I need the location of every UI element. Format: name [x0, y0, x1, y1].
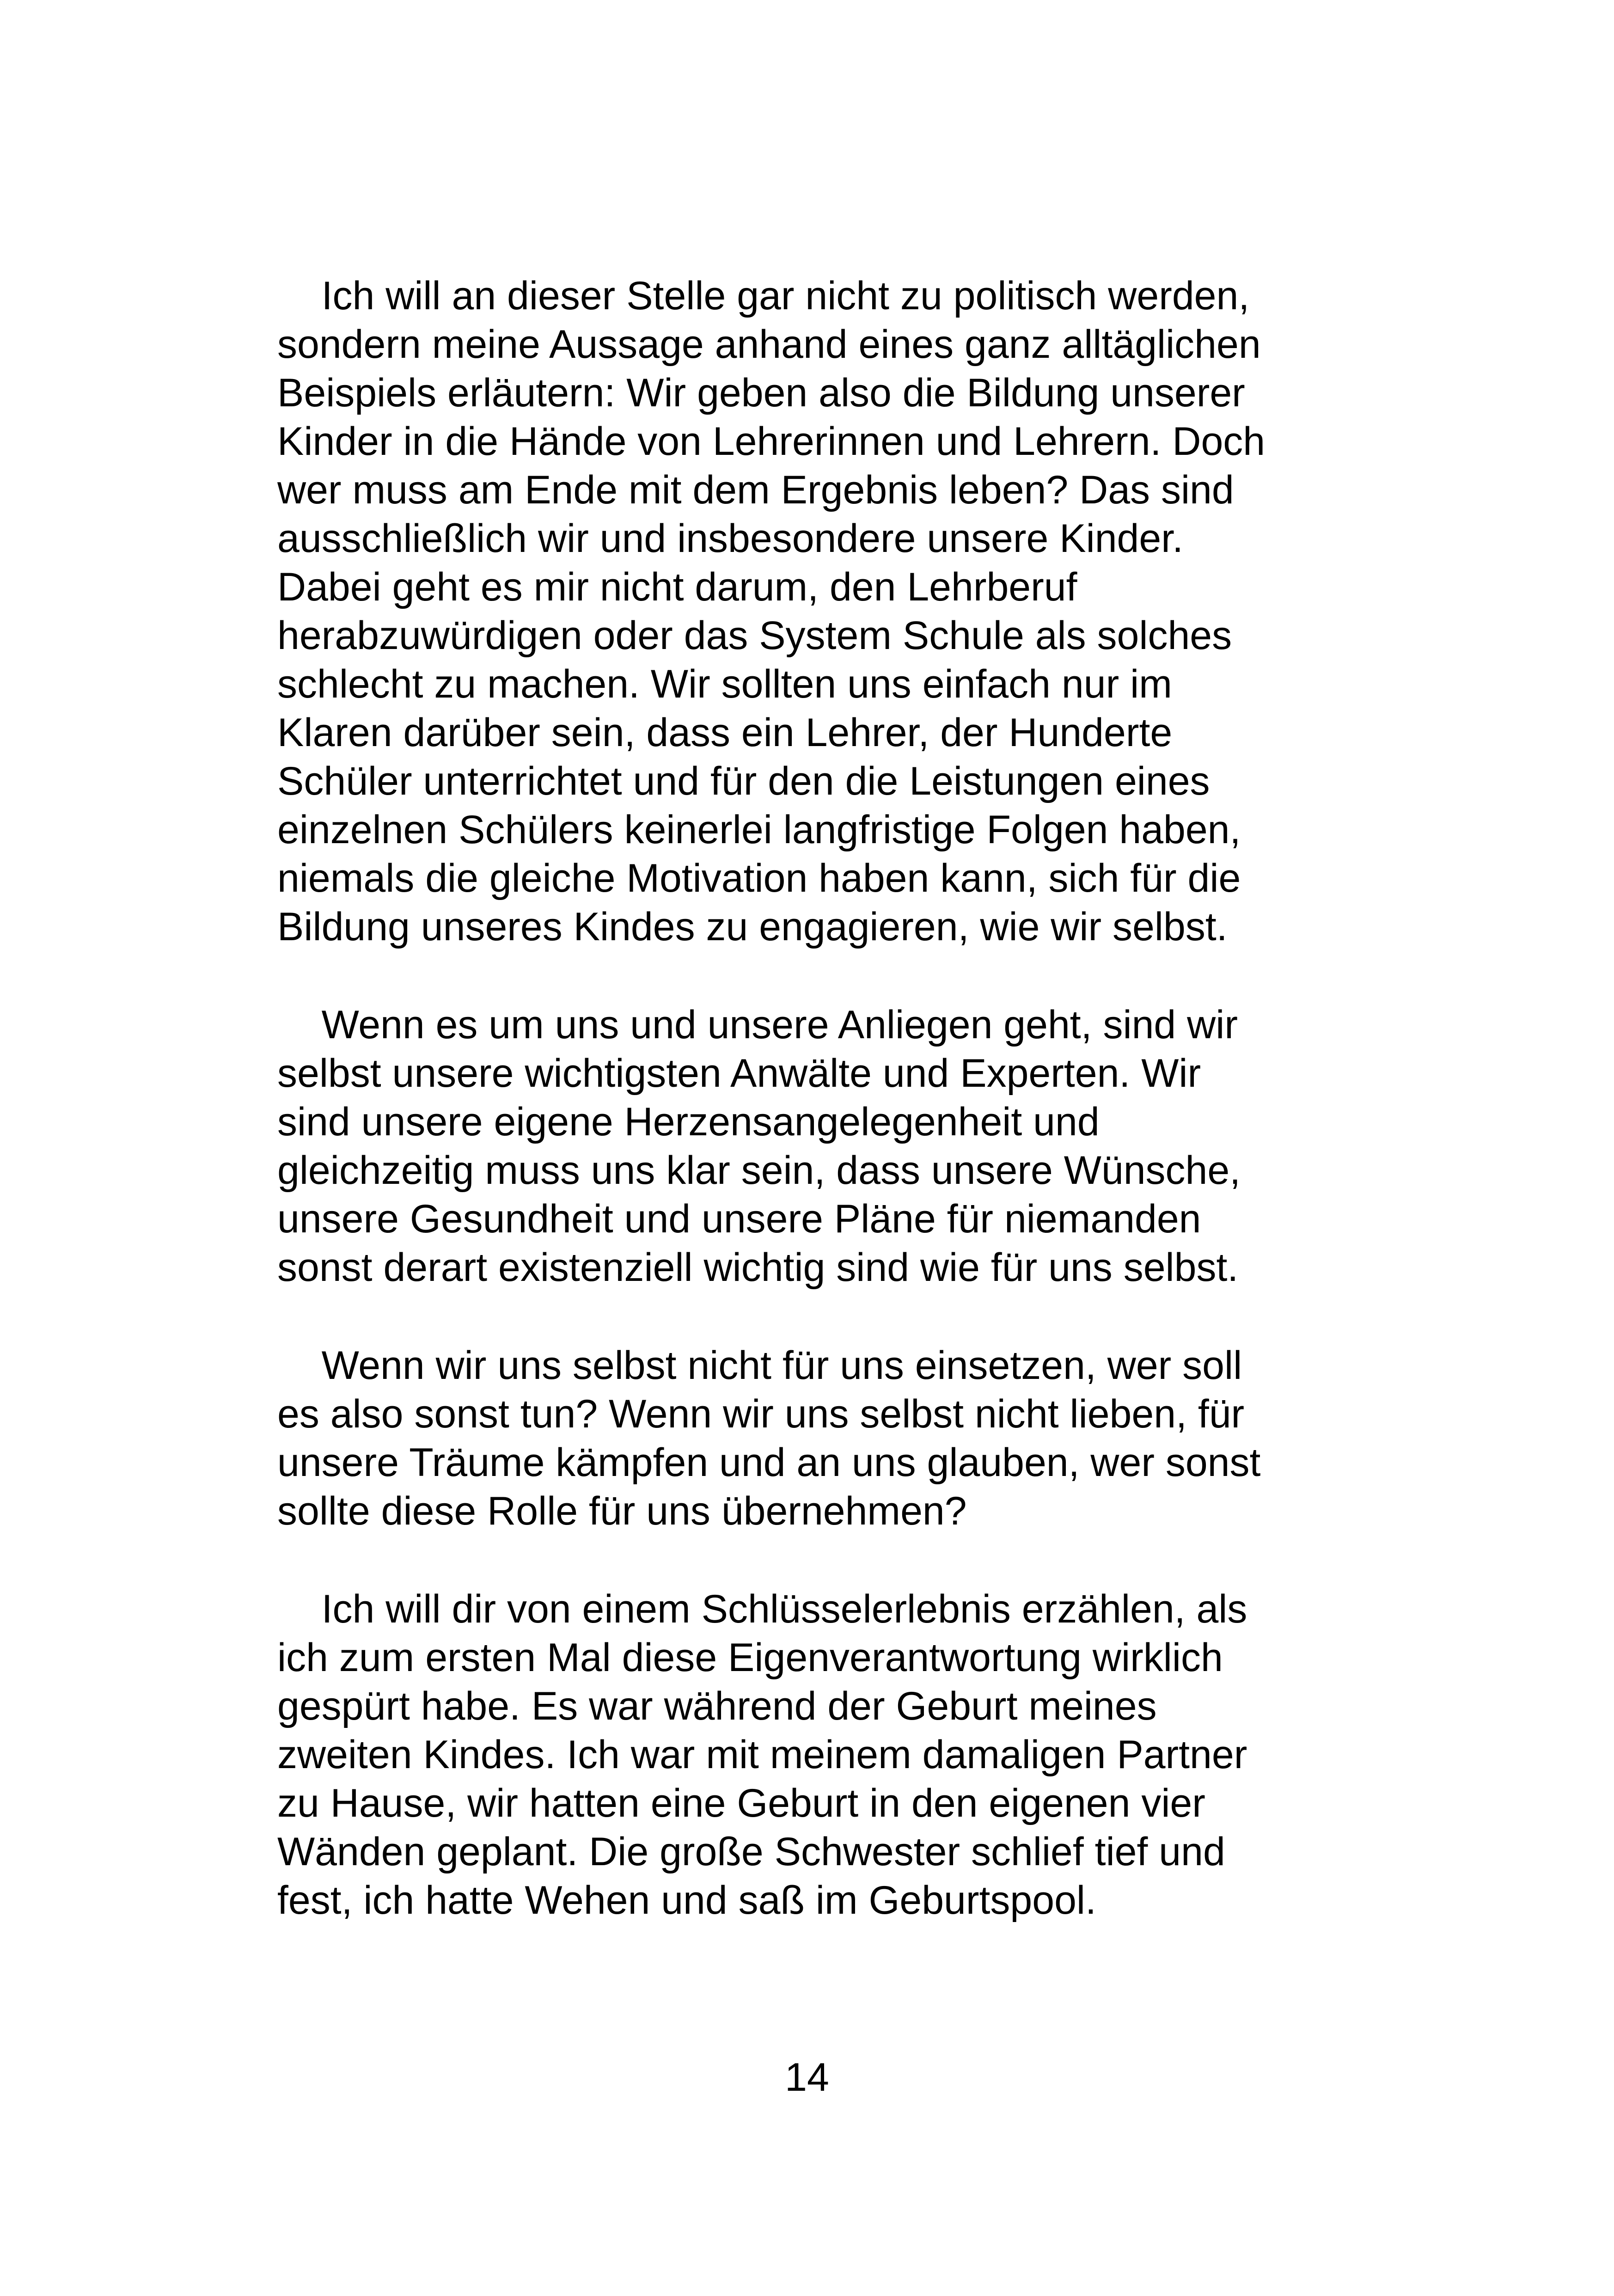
text-line: einzelnen Schülers keinerlei langfristige Folgen haben, — [277, 808, 1241, 852]
text-line: Bildung unseres Kindes zu engagieren, wie wir selbst. — [277, 905, 1228, 949]
body-text — [277, 272, 1331, 1925]
text-line: niemals die gleiche Motivation haben kann, sich für die — [277, 856, 1241, 900]
text-line: sind unsere eigene Herzensangelegenheit und — [277, 1100, 1100, 1144]
text-line: zweiten Kindes. Ich war mit meinem damaligen Partner — [277, 1733, 1247, 1777]
text-line: sollte diese Rolle für uns übernehmen? — [277, 1489, 967, 1533]
paragraph-1 — [277, 272, 1331, 951]
text-line: ausschließlich wir und insbesondere unsere Kinder. — [277, 516, 1183, 561]
page-number: 14 — [785, 2055, 829, 2100]
text-line: herabzuwürdigen oder das System Schule als solches — [277, 613, 1232, 658]
text-line: selbst unsere wichtigsten Anwälte und Experten. Wir — [277, 1051, 1201, 1096]
text-line: Wenn wir uns selbst nicht für uns einsetzen, wer soll — [277, 1343, 1242, 1388]
text-line: es also sonst tun? Wenn wir uns selbst nicht lieben, für — [277, 1392, 1245, 1436]
text-line: Ich will an dieser Stelle gar nicht zu politisch werden, — [277, 274, 1250, 318]
text-line: schlecht zu machen. Wir sollten uns einfach nur im — [277, 662, 1172, 706]
text-line: Schüler unterrichtet und für den die Leistungen eines — [277, 759, 1210, 803]
text-line: gleichzeitig muss uns klar sein, dass unsere Wünsche, — [277, 1148, 1241, 1193]
paragraph-3 — [277, 1341, 1331, 1536]
paragraph-4 — [277, 1585, 1331, 1925]
text-line: zu Hause, wir hatten eine Geburt in den eigenen vier — [277, 1781, 1205, 1825]
text-line: fest, ich hatte Wehen und saß im Geburtspool. — [277, 1878, 1096, 1923]
text-line: unsere Gesundheit und unsere Pläne für niemanden — [277, 1197, 1201, 1241]
text-line: sonst derart existenziell wichtig sind wie für uns selbst. — [277, 1245, 1239, 1290]
text-line: wer muss am Ende mit dem Ergebnis leben? Das sind — [277, 468, 1234, 512]
text-line: unsere Träume kämpfen und an uns glauben, wer sonst — [277, 1440, 1261, 1485]
text-line: Dabei geht es mir nicht darum, den Lehrberuf — [277, 565, 1077, 609]
text-line: ich zum ersten Mal diese Eigenverantwortung wirklich — [277, 1635, 1223, 1680]
text-line: Kinder in die Hände von Lehrerinnen und Lehrern. Doch — [277, 419, 1266, 464]
text-line: Wenn es um uns und unsere Anliegen geht, sind wir — [277, 1003, 1238, 1047]
text-line: Wänden geplant. Die große Schwester schlief tief und — [277, 1830, 1225, 1874]
paragraph-2 — [277, 1001, 1331, 1292]
text-line: Ich will dir von einem Schlüsselerlebnis erzählen, als — [277, 1587, 1247, 1631]
text-line: gespürt habe. Es war während der Geburt meines — [277, 1684, 1157, 1728]
text-line: Beispiels erläutern: Wir geben also die Bildung unserer — [277, 371, 1245, 415]
text-line: Klaren darüber sein, dass ein Lehrer, der Hunderte — [277, 710, 1173, 755]
text-line: sondern meine Aussage anhand eines ganz alltäglichen — [277, 322, 1261, 367]
